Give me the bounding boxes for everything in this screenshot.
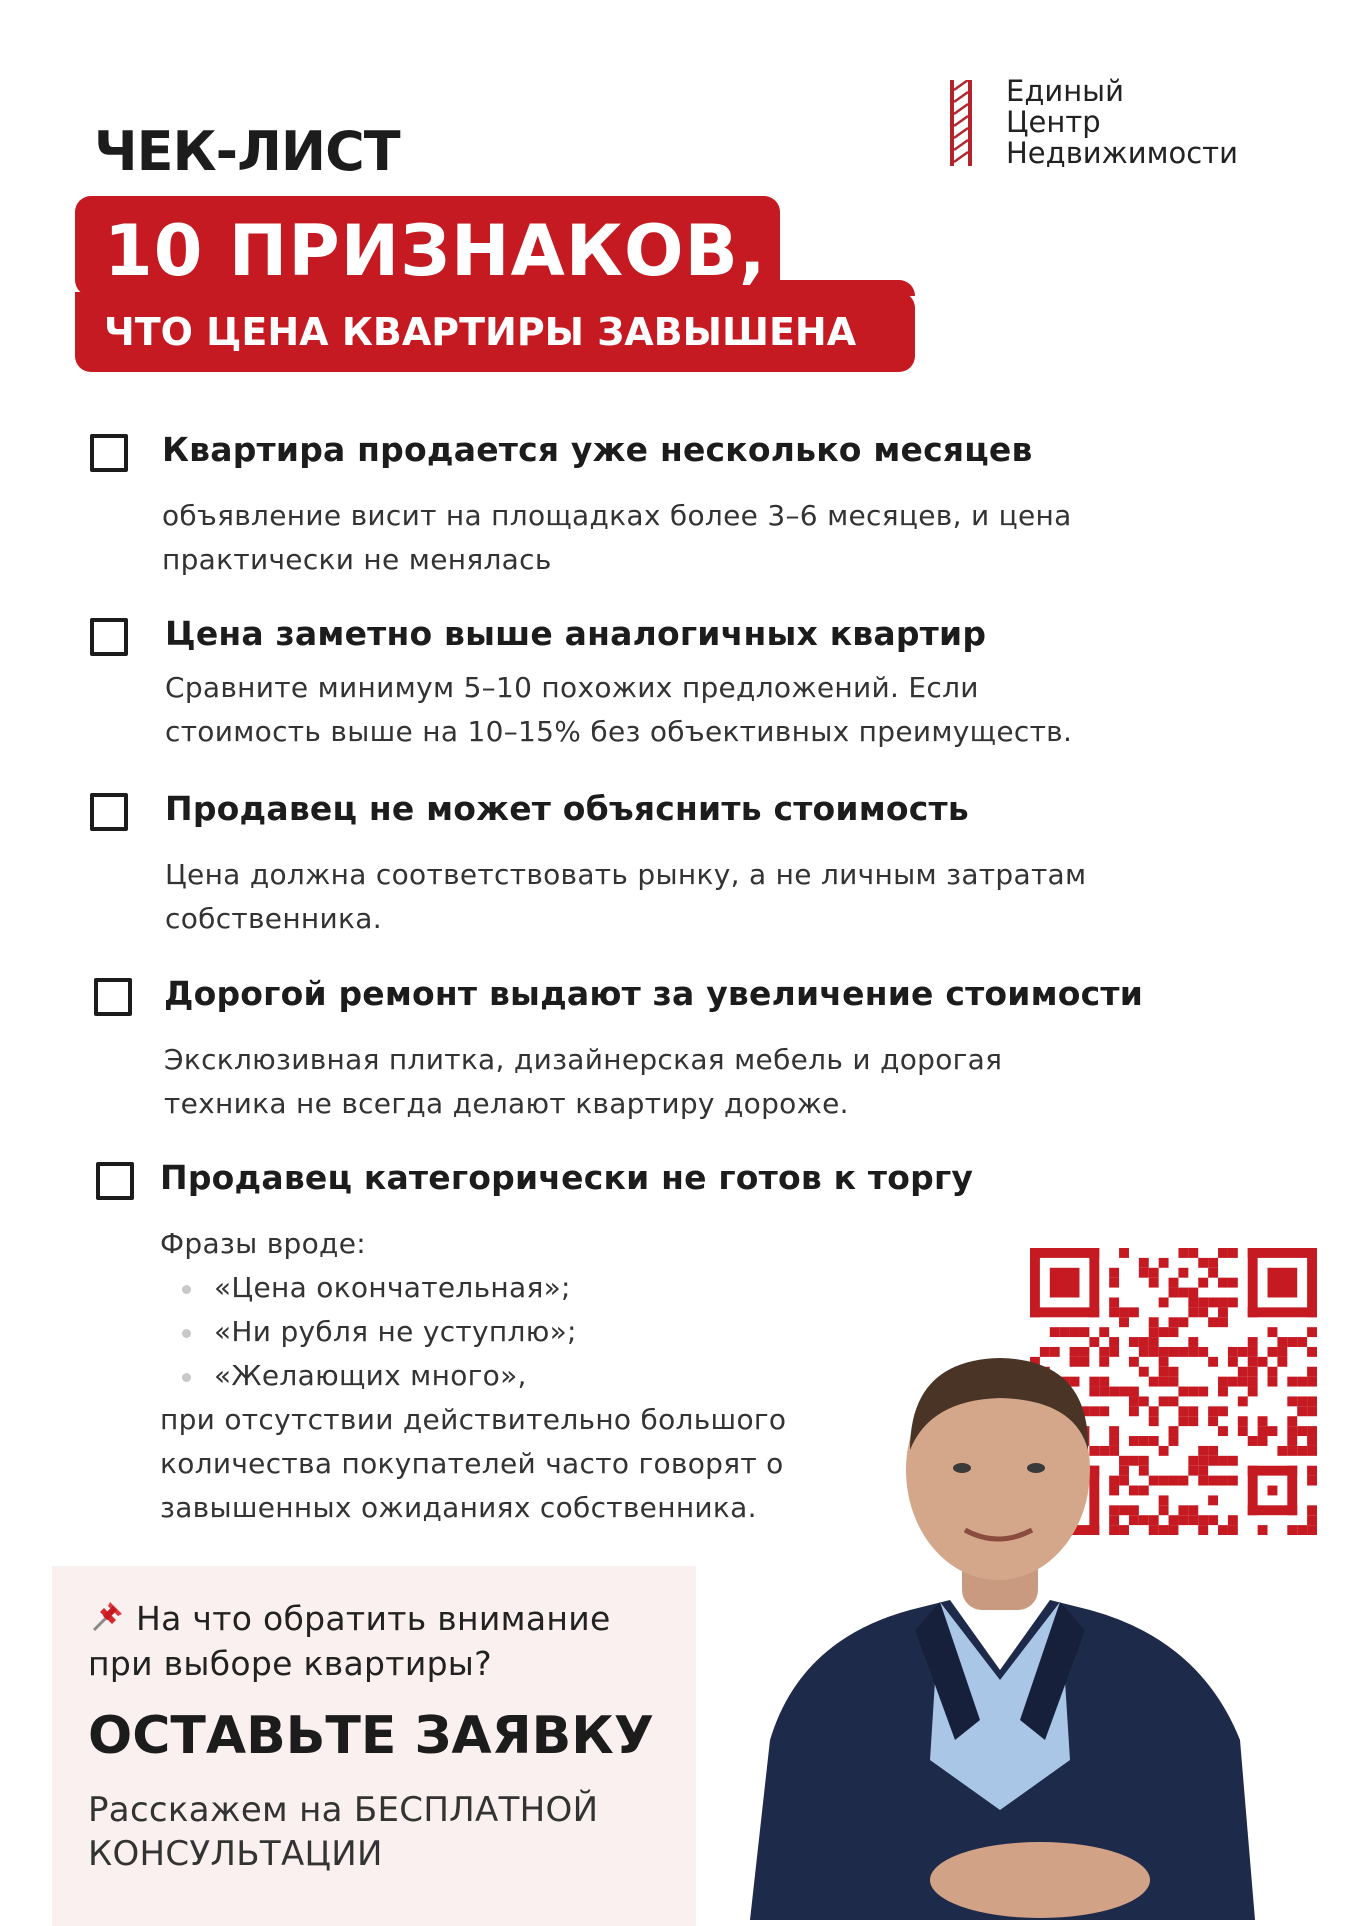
description-line: Цена должна соответствовать рынку, а не личным затратам [165,858,1087,891]
description-line: Эксклюзивная плитка, дизайнерская мебель и дорогая [164,1043,1003,1076]
phrases-list [160,1266,786,1398]
checklist-item-description [162,494,1242,582]
cta-button[interactable]: ОСТАВЬТЕ ЗАЯВКУ [88,1706,654,1766]
panel-question [88,1596,611,1686]
phrases-outro-line: завышенных ожиданиях собственника. [160,1491,757,1524]
checklist-item-title: Цена заметно выше аналогичных квартир [165,614,987,653]
description-line: объявление висит на площадках более 3–6 месяцев, и цена [162,499,1072,532]
panel-subtext-line: КОНСУЛЬТАЦИИ [88,1834,383,1874]
logo-mark-icon [950,80,972,166]
checkbox[interactable] [90,434,128,472]
checklist-item-description [165,666,1245,754]
checklist-label: ЧЕК-ЛИСТ [94,120,400,183]
page-title: 10 ПРИЗНАКОВ, [104,210,767,292]
panel-subtext-line: Расскажем на БЕСПЛАТНОЙ [88,1790,599,1830]
logo-line: Недвижимости [1006,136,1238,170]
list-item: «Ни рубля не уступлю»; [160,1310,786,1354]
checklist-item-title: Квартира продается уже несколько месяцев [162,430,1033,469]
checkbox[interactable] [96,1162,134,1200]
phrases-intro: Фразы вроде: [160,1227,366,1260]
panel-subtext [88,1788,598,1876]
list-item: «Желающих много», [160,1354,786,1398]
company-logo [950,76,1280,176]
phrases-block [160,1222,786,1530]
checklist-item-description [165,853,1245,941]
list-item: «Цена окончательная»; [160,1266,786,1310]
description-line: техника не всегда делают квартиру дороже. [164,1087,849,1120]
description-line: практически не менялась [162,543,552,576]
checkbox[interactable] [90,618,128,656]
consultant-photo [740,1340,1260,1920]
description-line: собственника. [165,902,382,935]
description-line: Сравните минимум 5–10 похожих предложений. Если [165,671,979,704]
logo-text [1006,76,1238,169]
page-subtitle: ЧТО ЦЕНА КВАРТИРЫ ЗАВЫШЕНА [104,310,857,354]
checklist-item-title: Продавец не может объяснить стоимость [165,789,969,828]
checklist-item-title: Продавец категорически не готов к торгу [160,1158,974,1197]
panel-question-line: На что обратить внимание [136,1599,611,1638]
phrases-outro-line: количества покупателей часто говорят о [160,1447,784,1480]
checklist-item-description [164,1038,1244,1126]
panel-question-line: при выборе квартиры? [88,1644,492,1683]
checklist-item-title: Дорогой ремонт выдают за увеличение стоимости [164,974,1144,1013]
phrases-outro-line: при отсутствии действительно большого [160,1403,787,1436]
pushpin-icon [88,1596,128,1636]
checkbox[interactable] [94,978,132,1016]
description-line: стоимость выше на 10–15% без объективных преимуществ. [165,715,1073,748]
checkbox[interactable] [90,793,128,831]
logo-line: Единый [1006,74,1124,108]
cta-panel [52,1566,696,1926]
logo-line: Центр [1006,105,1101,139]
